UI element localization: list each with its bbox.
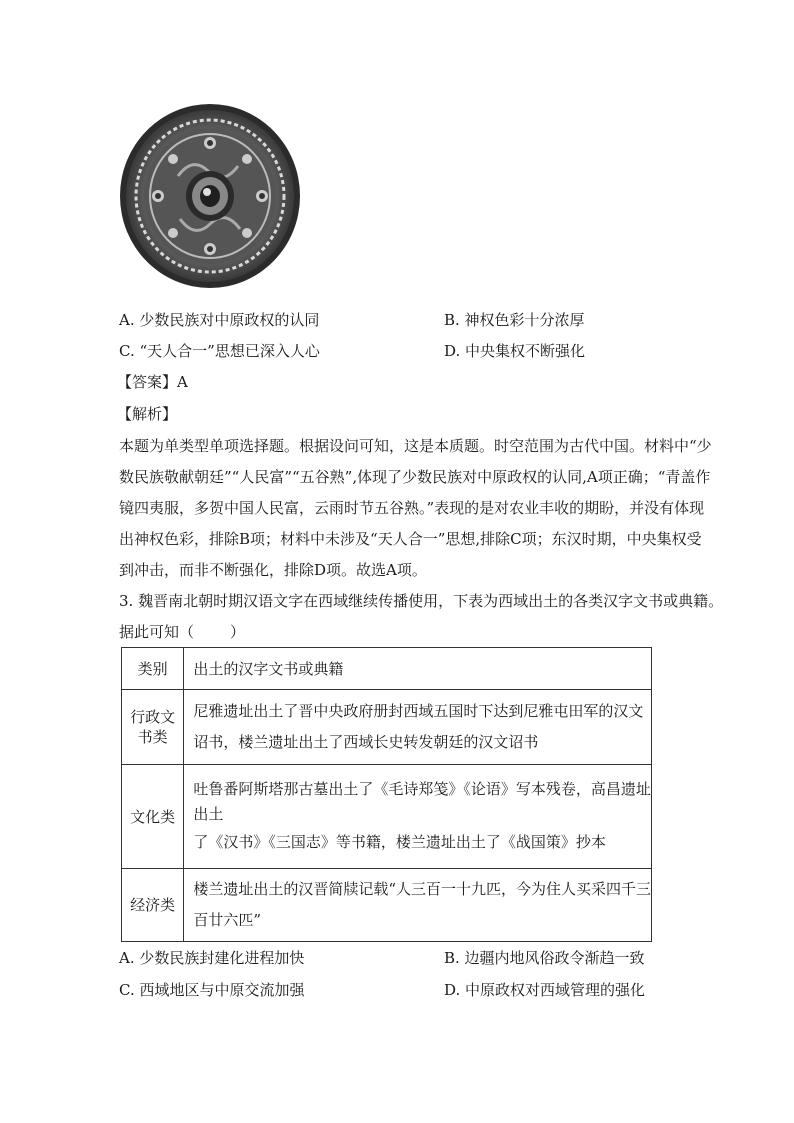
cell-line: 尼雅遗址出土了晋中央政府册封西域五国时下达到尼雅屯田军的汉文 bbox=[193, 702, 644, 720]
table-cell-category: 经济类 bbox=[122, 869, 184, 942]
q3-table bbox=[121, 647, 652, 942]
q2-option-d: D. 中央集权不断强化 bbox=[444, 342, 586, 360]
q2-option-a: A. 少数民族对中原政权的认同 bbox=[119, 311, 320, 329]
table-header-row bbox=[122, 648, 652, 690]
table-cell-content bbox=[184, 690, 652, 765]
analysis-line: 本题为单类型单项选择题。根据设问可知，这是本质题。时空范围为古代中国。材料中“少 bbox=[119, 437, 712, 455]
q3-option-d: D. 中原政权对西域管理的强化 bbox=[444, 981, 646, 999]
cell-line: 了《汉书》《三国志》等书籍，楼兰遗址出土了《战国策》抄本 bbox=[193, 832, 606, 851]
cell-line: 诏书，楼兰遗址出土了西域长史转发朝廷的汉文诏书 bbox=[193, 733, 539, 751]
table-row bbox=[122, 765, 652, 869]
cell-line: 百廿六匹” bbox=[193, 911, 261, 929]
analysis-line: 到冲击，而非不断强化，排除D项。故选A项。 bbox=[119, 561, 427, 579]
cell-line: 吐鲁番阿斯塔那古墓出土了《毛诗郑笺》《论语》写本残卷，高昌遗址 bbox=[193, 779, 651, 798]
q3-stem-close: ） bbox=[230, 623, 246, 641]
analysis-line: 镜四夷服，多贺中国人民富，云雨时节五谷熟。”表现的是对农业丰收的期盼，并没有体现 bbox=[119, 499, 705, 517]
table-cell-content bbox=[184, 869, 652, 942]
analysis-heading: 【解析】 bbox=[117, 405, 178, 423]
q3-option-b: B. 边疆内地风俗政令渐趋一致 bbox=[444, 949, 645, 967]
table-cell-content bbox=[184, 765, 652, 869]
table-header-content: 出土的汉字文书或典籍 bbox=[184, 648, 652, 690]
answer-label: 【答案】A bbox=[117, 373, 188, 391]
bronze-mirror-image bbox=[118, 101, 303, 291]
q3-stem-cont bbox=[119, 622, 245, 642]
q3-option-c: C. 西域地区与中原交流加强 bbox=[119, 981, 305, 999]
q3-stem: 3. 魏晋南北朝时期汉语文字在西域继续传播使用，下表为西域出土的各类汉字文书或典籍。 bbox=[119, 592, 724, 610]
table-row bbox=[122, 690, 652, 765]
table-header-category: 类别 bbox=[122, 648, 184, 690]
q3-option-a: A. 少数民族封建化进程加快 bbox=[119, 949, 305, 967]
table-cell-category: 行政文书类 bbox=[122, 690, 184, 765]
cell-line: 出土 bbox=[193, 804, 224, 823]
table-cell-category: 文化类 bbox=[122, 765, 184, 869]
cell-line: 楼兰遗址出土的汉晋简牍记载“人三百一十九匹，今为住人买采四千三 bbox=[193, 880, 651, 898]
table-row bbox=[122, 869, 652, 942]
q3-stem-text: 据此可知（ bbox=[119, 623, 195, 641]
q2-option-b: B. 神权色彩十分浓厚 bbox=[444, 311, 585, 329]
analysis-line: 出神权色彩，排除B项；材料中未涉及“天人合一”思想,排除C项；东汉时期，中央集权受 bbox=[119, 530, 702, 548]
q2-option-c: C. “天人合一”思想已深入人心 bbox=[119, 342, 320, 360]
analysis-line: 数民族敬献朝廷”“人民富”“五谷熟”,体现了少数民族对中原政权的认同,A项正确；“青盖作 bbox=[119, 468, 711, 486]
